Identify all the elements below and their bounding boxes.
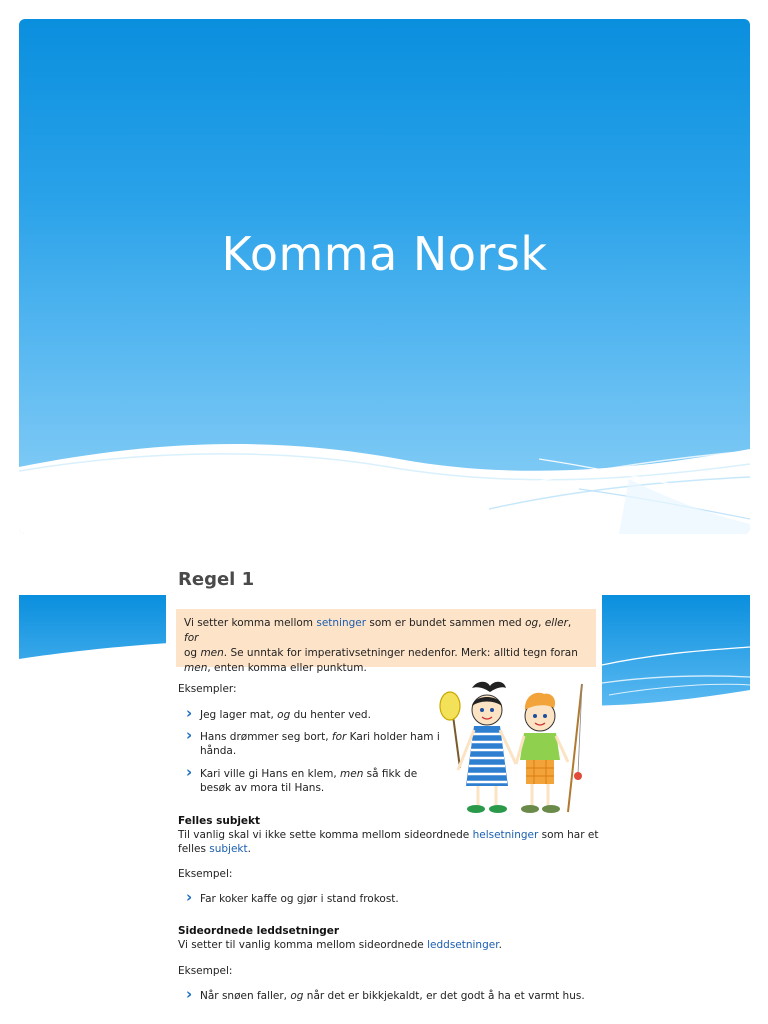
- example-text: Når snøen faller,: [200, 990, 291, 1002]
- example-text: hånda.: [200, 745, 237, 757]
- setninger-link[interactable]: setninger: [316, 617, 367, 629]
- sideordnede-example-label: Eksempel:: [178, 965, 233, 977]
- rule-text: , enten komma eller punktum.: [207, 662, 367, 674]
- title-slide: [19, 19, 750, 534]
- regel-document: [166, 558, 602, 1024]
- examples-label: Eksempler:: [178, 683, 237, 695]
- felles-body: [178, 828, 598, 856]
- rule-word-og: og: [525, 617, 539, 629]
- felles-heading: [178, 814, 260, 828]
- example-text: besøk av mora til Hans.: [200, 782, 325, 794]
- example-item: [186, 989, 585, 1003]
- subjekt-link[interactable]: subjekt: [209, 843, 248, 855]
- body-text: Til vanlig skal vi ikke sette komma mellom sideordnede: [178, 829, 473, 841]
- rule-word-men: men: [184, 662, 208, 674]
- body-text: som har et: [538, 829, 599, 841]
- example-text: når det er bikkjekaldt, er det godt å ha et varmt hus.: [303, 990, 585, 1002]
- rule-word-for: for: [184, 632, 199, 644]
- felles-heading-text: Felles subjekt: [178, 815, 261, 827]
- example-item: › Far koker kaffe og gjør i stand frokost.: [186, 892, 399, 906]
- rule-text: og: [184, 647, 201, 659]
- rule-text: Vi setter komma mellom: [184, 617, 317, 629]
- example-text: Kari holder ham i: [346, 731, 440, 743]
- body-text: .: [498, 939, 502, 951]
- helsetninger-link[interactable]: helsetninger: [472, 829, 539, 841]
- example-conjunction: men: [340, 768, 364, 780]
- rule-box: [176, 609, 596, 674]
- sideordnede-heading-text: Sideordnede leddsetninger: [178, 925, 340, 937]
- example-item: [186, 767, 417, 795]
- example-text: du henter ved.: [290, 709, 371, 721]
- body-text: .: [247, 843, 251, 855]
- example-conjunction: og: [290, 990, 304, 1002]
- example-text: Jeg lager mat,: [200, 709, 278, 721]
- example-conjunction: for: [331, 731, 347, 743]
- leddsetninger-link[interactable]: leddsetninger: [427, 939, 499, 951]
- rule-heading: Regel 1: [178, 569, 255, 590]
- rule-text: ,: [538, 617, 545, 629]
- rule-line-3: [184, 661, 588, 676]
- example-item: [186, 730, 440, 758]
- rule-line-2: [184, 646, 588, 661]
- example-item: [186, 708, 371, 722]
- example-conjunction: og: [277, 709, 291, 721]
- example-text: Hans drømmer seg bort,: [200, 731, 332, 743]
- rule-word-men: men: [200, 647, 224, 659]
- example-text: så fikk de: [363, 768, 418, 780]
- slide-title: Komma Norsk: [221, 227, 548, 281]
- example-text: Kari ville gi Hans en klem,: [200, 768, 340, 780]
- sideordnede-body: [178, 938, 502, 952]
- felles-example-label: Eksempel:: [178, 868, 233, 880]
- rule-text: ,: [567, 617, 572, 629]
- sideordnede-heading: [178, 924, 339, 938]
- body-text: felles: [178, 843, 210, 855]
- rule-word-eller: eller: [544, 617, 568, 629]
- body-text: Vi setter til vanlig komma mellom sideordnede: [178, 939, 428, 951]
- rule-text: . Se unntak for imperativsetninger nedenfor. Merk: alltid tegn foran: [223, 647, 578, 659]
- children-illustration: [432, 678, 592, 823]
- rule-line-1: [184, 616, 588, 646]
- rule-text: som er bundet sammen med: [366, 617, 526, 629]
